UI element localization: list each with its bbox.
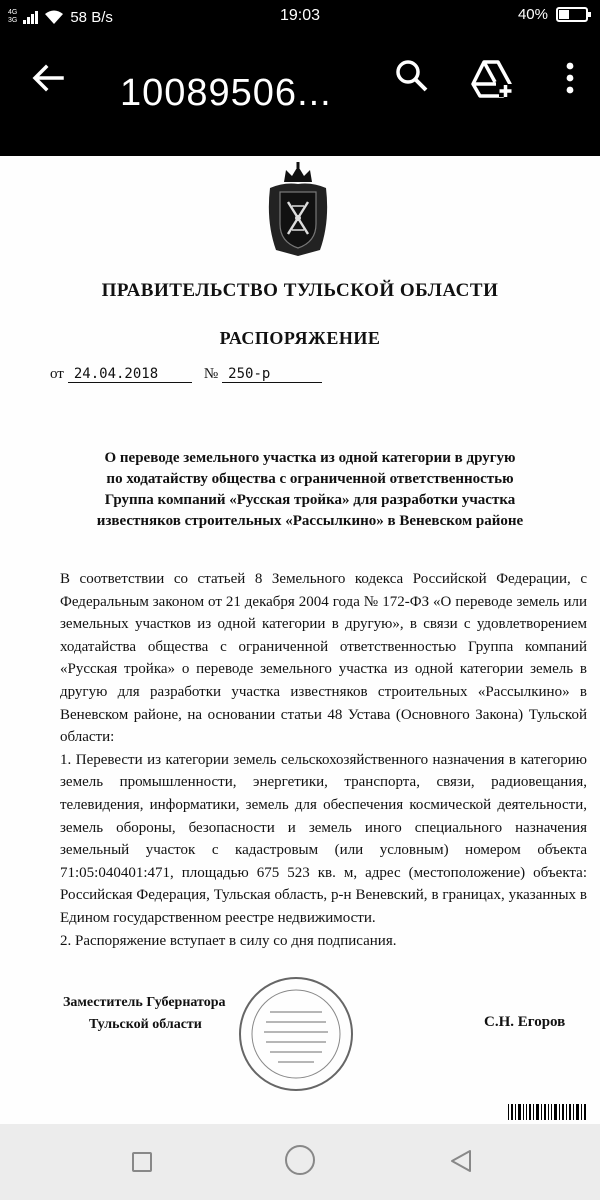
search-icon[interactable] <box>394 58 430 94</box>
order-date: 24.04.2018 <box>68 366 192 383</box>
app-bar <box>0 34 600 156</box>
body-paragraph-preamble: В соответствии со статьей 8 Земельного кодекса Российской Федерации, с Федеральным законом от 21 декабря 2004 года № 172-ФЗ «О переводе земель или земельных участков из одной категории в другую», в связи с удовлетворением ходатайства общества с ограниченной ответственностью Группа компаний «Русская тройка» о переводе земельного участка из одной категории земель в другую для разработки участка известняков строительных «Рассылкино» в Веневском районе, на основании статьи 48 Устава (Основного Закона) Тульской области: <box>60 571 587 746</box>
date-prefix: от <box>50 366 64 382</box>
order-number: 250-р <box>222 366 322 383</box>
order-title: РАСПОРЯЖЕНИЕ <box>219 328 381 348</box>
navigation-bar <box>0 1124 600 1200</box>
back-arrow-icon[interactable] <box>28 58 68 98</box>
drive-add-icon[interactable] <box>470 56 514 100</box>
subject-line: О переводе земельного участка из одной категории в другую <box>104 450 516 466</box>
signatory-title <box>63 992 226 1036</box>
date-number-line <box>50 366 322 383</box>
signatory-title-line-1: Заместитель Губернатора <box>63 995 226 1010</box>
coat-of-arms-emblem <box>262 162 334 258</box>
document-title: 10089506... <box>120 72 332 114</box>
network-type-3g: 3G <box>8 17 18 24</box>
official-stamp <box>236 974 356 1094</box>
subject-line: по ходатайству общества с ограниченной ответственностью <box>106 471 514 487</box>
data-speed: 58 B/s <box>70 8 113 26</box>
document-page[interactable] <box>0 156 600 1124</box>
network-type-4g: 4G <box>8 9 18 16</box>
more-vert-icon[interactable] <box>560 58 580 98</box>
status-bar <box>0 0 600 34</box>
order-body <box>60 568 587 952</box>
back-triangle-icon[interactable] <box>448 1148 474 1174</box>
number-prefix: № <box>203 366 219 382</box>
battery-level <box>559 10 569 19</box>
battery-icon <box>556 7 588 22</box>
battery-percent: 40% <box>517 6 548 23</box>
barcode <box>508 1104 600 1120</box>
government-title: ПРАВИТЕЛЬСТВО ТУЛЬСКОЙ ОБЛАСТИ <box>101 280 499 301</box>
status-right <box>518 6 588 23</box>
signer-name: С.Н. Егоров <box>484 1014 566 1030</box>
recents-icon[interactable] <box>132 1152 152 1172</box>
order-subject <box>40 448 580 532</box>
subject-line: Группа компаний «Русская тройка» для разработки участка <box>104 492 516 508</box>
home-icon[interactable] <box>285 1145 315 1175</box>
clock: 19:03 <box>279 7 321 24</box>
body-paragraph-item-2: 2. Распоряжение вступает в силу со дня подписания. <box>60 932 397 949</box>
signatory-title-line-2: Тульской области <box>89 1017 202 1032</box>
subject-line: известняков строительных «Рассылкино» в Веневском районе <box>96 513 524 529</box>
body-paragraph-item-1: 1. Перевести из категории земель сельскохозяйственного назначения в категорию земель промышленности, энергетики, транспорта, связи, радиовещания, телевидения, информатики, земель для обеспечения космической деятельности, земель обороны, безопасности и земель иного специального назначения земельный участок с кадастровым (или условным) номером объекта 71:05:040401:471, площадью 675 523 кв. м, адрес (местоположение) объекта: Российская Федерация, Тульская область, р-н Веневский, в границах, указанных в Едином государственном реестре недвижимости. <box>60 751 587 926</box>
